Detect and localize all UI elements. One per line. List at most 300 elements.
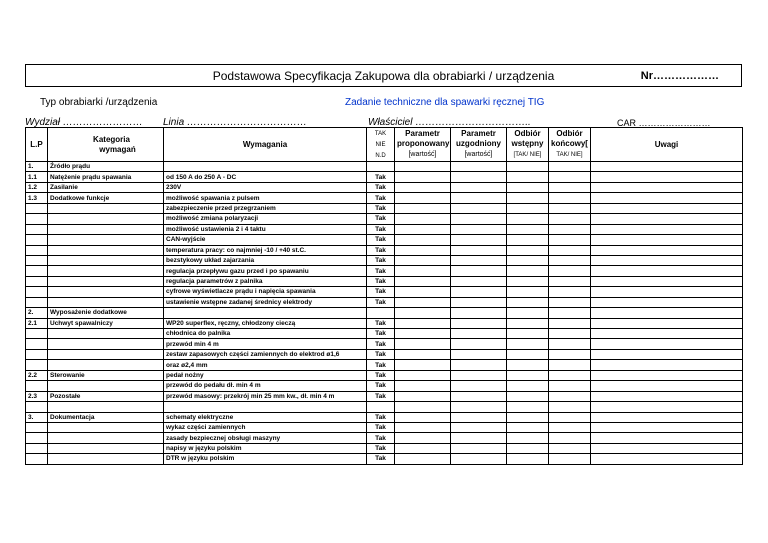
row-param-proponowany: [395, 391, 451, 401]
row-uwagi: [591, 162, 743, 172]
row-category: [48, 443, 164, 453]
row-lp: [26, 266, 48, 276]
row-lp: [26, 255, 48, 265]
row-tak-nie: Tak: [367, 266, 395, 276]
row-requirement: od 150 A do 250 A - DC: [164, 172, 367, 182]
row-odbior-wstepny: [507, 360, 549, 370]
row-param-proponowany: [395, 235, 451, 245]
row-requirement: [164, 308, 367, 318]
row-odbior-koncowy: [549, 391, 591, 401]
row-lp: [26, 287, 48, 297]
row-param-proponowany: [395, 433, 451, 443]
row-uwagi: [591, 433, 743, 443]
row-uwagi: [591, 329, 743, 339]
row-requirement: temperatura pracy: co najmniej -10 / +40 st.C.: [164, 245, 367, 255]
row-uwagi: [591, 297, 743, 307]
row-lp: [26, 454, 48, 464]
row-lp: [26, 402, 48, 412]
row-param-uzgodniony: [451, 308, 507, 318]
row-lp: 3.: [26, 412, 48, 422]
row-param-proponowany: [395, 255, 451, 265]
row-uwagi: [591, 308, 743, 318]
row-requirement: 230V: [164, 182, 367, 192]
row-odbior-wstepny: [507, 381, 549, 391]
row-lp: 2.2: [26, 370, 48, 380]
table-row: [26, 433, 743, 443]
row-tak-nie: Tak: [367, 318, 395, 328]
line-field: Linia ………………………………: [163, 117, 307, 128]
row-odbior-koncowy: [549, 266, 591, 276]
row-uwagi: [591, 381, 743, 391]
table-row: [26, 381, 743, 391]
col-odbior-koncowy: Odbiór końcowy[ TAK/ NIE]: [549, 128, 591, 162]
row-param-uzgodniony: [451, 235, 507, 245]
row-param-uzgodniony: [451, 297, 507, 307]
row-requirement: ustawienie wstępne zadanej średnicy elektrody: [164, 297, 367, 307]
row-category: [48, 329, 164, 339]
row-odbior-koncowy: [549, 193, 591, 203]
row-param-proponowany: [395, 203, 451, 213]
row-lp: 1.1: [26, 172, 48, 182]
row-odbior-koncowy: [549, 318, 591, 328]
row-odbior-wstepny: [507, 349, 549, 359]
row-param-uzgodniony: [451, 443, 507, 453]
row-category: [48, 203, 164, 213]
document-title: Podstawowa Specyfikacja Zakupowa dla obrabiarki / urządzenia: [212, 69, 555, 83]
row-odbior-wstepny: [507, 402, 549, 412]
table-row: [26, 193, 743, 203]
col-param-uzgodniony: Parametr uzgodniony [wartość]: [451, 128, 507, 162]
row-odbior-koncowy: [549, 276, 591, 286]
row-uwagi: [591, 182, 743, 192]
row-odbior-koncowy: [549, 172, 591, 182]
row-uwagi: [591, 402, 743, 412]
row-param-uzgodniony: [451, 329, 507, 339]
row-lp: [26, 349, 48, 359]
row-odbior-koncowy: [549, 339, 591, 349]
table-row: [26, 162, 743, 172]
row-uwagi: [591, 454, 743, 464]
table-row: [26, 412, 743, 422]
table-row: [26, 276, 743, 286]
col-uwagi: Uwagi: [591, 128, 743, 162]
row-lp: [26, 276, 48, 286]
table-row: [26, 266, 743, 276]
row-requirement: DTR w języku polskim: [164, 454, 367, 464]
row-odbior-wstepny: [507, 172, 549, 182]
row-uwagi: [591, 412, 743, 422]
row-param-proponowany: [395, 318, 451, 328]
row-param-proponowany: [395, 287, 451, 297]
row-uwagi: [591, 245, 743, 255]
row-odbior-wstepny: [507, 255, 549, 265]
row-requirement: schematy elektryczne: [164, 412, 367, 422]
row-tak-nie: Tak: [367, 443, 395, 453]
row-requirement: możliwość spawania z pulsem: [164, 193, 367, 203]
row-category: [48, 339, 164, 349]
row-uwagi: [591, 235, 743, 245]
row-category: [48, 235, 164, 245]
row-uwagi: [591, 349, 743, 359]
row-lp: [26, 443, 48, 453]
row-category: Natężenie prądu spawania: [48, 172, 164, 182]
row-requirement: bezstykowy układ zajarzania: [164, 255, 367, 265]
row-category: Uchwyt spawalniczy: [48, 318, 164, 328]
row-requirement: możliwość zmiana polaryzacji: [164, 214, 367, 224]
row-requirement: cyfrowe wyświetlacze prądu i napięcia spawania: [164, 287, 367, 297]
car-field: CAR ……………………: [617, 118, 711, 128]
row-tak-nie: Tak: [367, 329, 395, 339]
row-requirement: zestaw zapasowych części zamiennych do elektrod ø1,6: [164, 349, 367, 359]
row-odbior-koncowy: [549, 412, 591, 422]
row-lp: [26, 245, 48, 255]
row-odbior-wstepny: [507, 235, 549, 245]
col-wymagania: Wymagania: [164, 128, 367, 162]
row-param-uzgodniony: [451, 255, 507, 265]
row-lp: [26, 297, 48, 307]
row-lp: [26, 224, 48, 234]
table-row: [26, 329, 743, 339]
row-tak-nie: Tak: [367, 276, 395, 286]
row-uwagi: [591, 203, 743, 213]
row-param-proponowany: [395, 224, 451, 234]
row-tak-nie: Tak: [367, 235, 395, 245]
table-row: [26, 339, 743, 349]
row-lp: [26, 422, 48, 432]
row-lp: 2.: [26, 308, 48, 318]
row-tak-nie: [367, 162, 395, 172]
row-odbior-wstepny: [507, 203, 549, 213]
task-title: Zadanie techniczne dla spawarki ręcznej TIG: [345, 97, 545, 108]
row-tak-nie: [367, 308, 395, 318]
row-uwagi: [591, 370, 743, 380]
row-category: [48, 433, 164, 443]
row-uwagi: [591, 276, 743, 286]
row-category: Dodatkowe funkcje: [48, 193, 164, 203]
row-requirement: CAN-wyjście: [164, 235, 367, 245]
table-row: [26, 349, 743, 359]
row-odbior-koncowy: [549, 370, 591, 380]
row-param-proponowany: [395, 381, 451, 391]
row-tak-nie: Tak: [367, 381, 395, 391]
row-param-uzgodniony: [451, 266, 507, 276]
row-requirement: regulacja parametrów z palnika: [164, 276, 367, 286]
row-requirement: przewód masowy: przekrój min 25 mm kw., dł. min 4 m: [164, 391, 367, 401]
department-field: Wydział ……………………: [25, 117, 143, 128]
row-odbior-wstepny: [507, 297, 549, 307]
table-row: [26, 370, 743, 380]
row-uwagi: [591, 339, 743, 349]
row-uwagi: [591, 255, 743, 265]
table-row: [26, 182, 743, 192]
row-param-uzgodniony: [451, 370, 507, 380]
col-lp: L.P: [26, 128, 48, 162]
row-odbior-wstepny: [507, 391, 549, 401]
row-odbior-wstepny: [507, 339, 549, 349]
row-odbior-wstepny: [507, 454, 549, 464]
row-odbior-koncowy: [549, 224, 591, 234]
table-row: [26, 235, 743, 245]
row-uwagi: [591, 318, 743, 328]
row-tak-nie: Tak: [367, 203, 395, 213]
table-row: [26, 308, 743, 318]
table-row: [26, 402, 743, 412]
table-row: [26, 391, 743, 401]
row-param-uzgodniony: [451, 182, 507, 192]
table-row: [26, 255, 743, 265]
table-row: [26, 454, 743, 464]
row-lp: [26, 203, 48, 213]
row-param-uzgodniony: [451, 214, 507, 224]
row-requirement: przewód do pedału dł. min 4 m: [164, 381, 367, 391]
table-row: [26, 443, 743, 453]
row-tak-nie: Tak: [367, 412, 395, 422]
row-lp: [26, 381, 48, 391]
row-tak-nie: Tak: [367, 297, 395, 307]
row-uwagi: [591, 193, 743, 203]
row-category: [48, 287, 164, 297]
row-param-proponowany: [395, 443, 451, 453]
row-param-proponowany: [395, 182, 451, 192]
row-lp: 2.3: [26, 391, 48, 401]
row-param-proponowany: [395, 329, 451, 339]
table-row: [26, 224, 743, 234]
row-odbior-koncowy: [549, 214, 591, 224]
row-category: [48, 297, 164, 307]
table-header-row: [26, 128, 743, 162]
row-param-uzgodniony: [451, 360, 507, 370]
machine-type-label: Typ obrabiarki /urządzenia: [40, 97, 158, 108]
row-param-uzgodniony: [451, 402, 507, 412]
row-odbior-koncowy: [549, 255, 591, 265]
row-odbior-wstepny: [507, 329, 549, 339]
col-param-proponowany: Parametr proponowany [wartość]: [395, 128, 451, 162]
table-row: [26, 297, 743, 307]
row-odbior-wstepny: [507, 308, 549, 318]
row-param-proponowany: [395, 360, 451, 370]
row-param-proponowany: [395, 245, 451, 255]
row-odbior-koncowy: [549, 203, 591, 213]
row-param-uzgodniony: [451, 454, 507, 464]
row-lp: [26, 235, 48, 245]
row-requirement: oraz ø2,4 mm: [164, 360, 367, 370]
row-category: [48, 402, 164, 412]
row-tak-nie: [367, 402, 395, 412]
row-odbior-koncowy: [549, 349, 591, 359]
row-odbior-koncowy: [549, 162, 591, 172]
row-lp: 1.2: [26, 182, 48, 192]
table-row: [26, 172, 743, 182]
row-category: [48, 360, 164, 370]
row-param-uzgodniony: [451, 276, 507, 286]
row-odbior-koncowy: [549, 245, 591, 255]
row-tak-nie: Tak: [367, 287, 395, 297]
row-requirement: możliwość ustawienia 2 i 4 taktu: [164, 224, 367, 234]
row-uwagi: [591, 391, 743, 401]
row-odbior-wstepny: [507, 422, 549, 432]
row-lp: 2.1: [26, 318, 48, 328]
row-odbior-wstepny: [507, 287, 549, 297]
row-tak-nie: Tak: [367, 391, 395, 401]
row-category: Wyposażenie dodatkowe: [48, 308, 164, 318]
row-lp: 1.3: [26, 193, 48, 203]
row-category: [48, 349, 164, 359]
row-param-uzgodniony: [451, 193, 507, 203]
col-kategoria: Kategoria wymagań: [48, 128, 164, 162]
table-row: [26, 318, 743, 328]
row-requirement: zasady bezpiecznej obsługi maszyny: [164, 433, 367, 443]
row-lp: 1.: [26, 162, 48, 172]
row-uwagi: [591, 172, 743, 182]
table-row: [26, 203, 743, 213]
row-uwagi: [591, 287, 743, 297]
row-param-proponowany: [395, 162, 451, 172]
row-odbior-wstepny: [507, 276, 549, 286]
row-param-proponowany: [395, 412, 451, 422]
document-header: [25, 64, 742, 87]
row-odbior-wstepny: [507, 182, 549, 192]
row-param-proponowany: [395, 370, 451, 380]
row-category: Dokumentacja: [48, 412, 164, 422]
row-tak-nie: Tak: [367, 360, 395, 370]
row-param-proponowany: [395, 297, 451, 307]
row-uwagi: [591, 214, 743, 224]
row-requirement: [164, 402, 367, 412]
row-param-uzgodniony: [451, 422, 507, 432]
row-param-uzgodniony: [451, 172, 507, 182]
row-odbior-koncowy: [549, 454, 591, 464]
row-tak-nie: Tak: [367, 454, 395, 464]
row-category: [48, 266, 164, 276]
row-tak-nie: Tak: [367, 224, 395, 234]
row-odbior-koncowy: [549, 381, 591, 391]
table-row: [26, 422, 743, 432]
row-param-uzgodniony: [451, 287, 507, 297]
row-param-uzgodniony: [451, 162, 507, 172]
row-requirement: zabezpieczenie przed przegrzaniem: [164, 203, 367, 213]
number-field: Nr………………: [640, 70, 719, 82]
row-odbior-koncowy: [549, 287, 591, 297]
row-tak-nie: Tak: [367, 172, 395, 182]
row-odbior-koncowy: [549, 360, 591, 370]
row-tak-nie: Tak: [367, 182, 395, 192]
row-odbior-koncowy: [549, 422, 591, 432]
table-row: [26, 287, 743, 297]
row-odbior-wstepny: [507, 412, 549, 422]
row-category: [48, 224, 164, 234]
row-param-proponowany: [395, 214, 451, 224]
row-category: Zasilanie: [48, 182, 164, 192]
table-row: [26, 214, 743, 224]
row-param-uzgodniony: [451, 318, 507, 328]
row-odbior-wstepny: [507, 433, 549, 443]
col-odbior-wstepny: Odbiór wstępny [TAK/ NIE]: [507, 128, 549, 162]
row-odbior-koncowy: [549, 329, 591, 339]
row-param-uzgodniony: [451, 224, 507, 234]
row-param-proponowany: [395, 193, 451, 203]
row-category: Źródło prądu: [48, 162, 164, 172]
row-param-proponowany: [395, 266, 451, 276]
row-category: [48, 454, 164, 464]
row-param-proponowany: [395, 172, 451, 182]
row-category: [48, 276, 164, 286]
row-lp: [26, 329, 48, 339]
row-param-proponowany: [395, 308, 451, 318]
owner-field: Właściciel ……………………………..: [368, 117, 531, 128]
row-tak-nie: Tak: [367, 339, 395, 349]
row-requirement: napisy w języku polskim: [164, 443, 367, 453]
row-requirement: pedał nożny: [164, 370, 367, 380]
row-requirement: [164, 162, 367, 172]
row-odbior-koncowy: [549, 182, 591, 192]
row-param-proponowany: [395, 276, 451, 286]
row-category: Sterowanie: [48, 370, 164, 380]
row-requirement: WP20 superflex, ręczny, chłodzony cieczą: [164, 318, 367, 328]
row-param-uzgodniony: [451, 349, 507, 359]
row-odbior-wstepny: [507, 245, 549, 255]
row-category: Pozostałe: [48, 391, 164, 401]
row-tak-nie: Tak: [367, 422, 395, 432]
row-category: [48, 422, 164, 432]
row-param-uzgodniony: [451, 203, 507, 213]
row-category: [48, 381, 164, 391]
row-tak-nie: Tak: [367, 214, 395, 224]
row-param-proponowany: [395, 349, 451, 359]
row-odbior-koncowy: [549, 235, 591, 245]
table-row: [26, 245, 743, 255]
row-lp: [26, 214, 48, 224]
row-uwagi: [591, 224, 743, 234]
row-param-proponowany: [395, 339, 451, 349]
row-lp: [26, 360, 48, 370]
row-param-proponowany: [395, 454, 451, 464]
row-category: [48, 214, 164, 224]
row-param-uzgodniony: [451, 339, 507, 349]
row-category: [48, 255, 164, 265]
row-uwagi: [591, 266, 743, 276]
row-category: [48, 245, 164, 255]
row-requirement: regulacja przepływu gazu przed i po spawaniu: [164, 266, 367, 276]
row-odbior-koncowy: [549, 402, 591, 412]
row-odbior-wstepny: [507, 224, 549, 234]
row-param-uzgodniony: [451, 381, 507, 391]
row-param-proponowany: [395, 422, 451, 432]
row-param-uzgodniony: [451, 391, 507, 401]
row-param-uzgodniony: [451, 245, 507, 255]
row-tak-nie: Tak: [367, 433, 395, 443]
row-tak-nie: Tak: [367, 255, 395, 265]
col-tak-nie: TAK NIE N.D: [367, 128, 395, 162]
row-tak-nie: Tak: [367, 245, 395, 255]
row-requirement: chłodnica do palnika: [164, 329, 367, 339]
row-lp: [26, 339, 48, 349]
row-odbior-wstepny: [507, 193, 549, 203]
row-uwagi: [591, 422, 743, 432]
row-odbior-wstepny: [507, 266, 549, 276]
specification-table: [25, 127, 743, 465]
row-odbior-koncowy: [549, 443, 591, 453]
row-requirement: wykaz części zamiennych: [164, 422, 367, 432]
row-odbior-wstepny: [507, 162, 549, 172]
row-uwagi: [591, 443, 743, 453]
row-tak-nie: Tak: [367, 349, 395, 359]
row-requirement: przewód min 4 m: [164, 339, 367, 349]
row-tak-nie: Tak: [367, 193, 395, 203]
row-odbior-wstepny: [507, 318, 549, 328]
row-param-uzgodniony: [451, 412, 507, 422]
row-odbior-wstepny: [507, 443, 549, 453]
row-odbior-koncowy: [549, 433, 591, 443]
